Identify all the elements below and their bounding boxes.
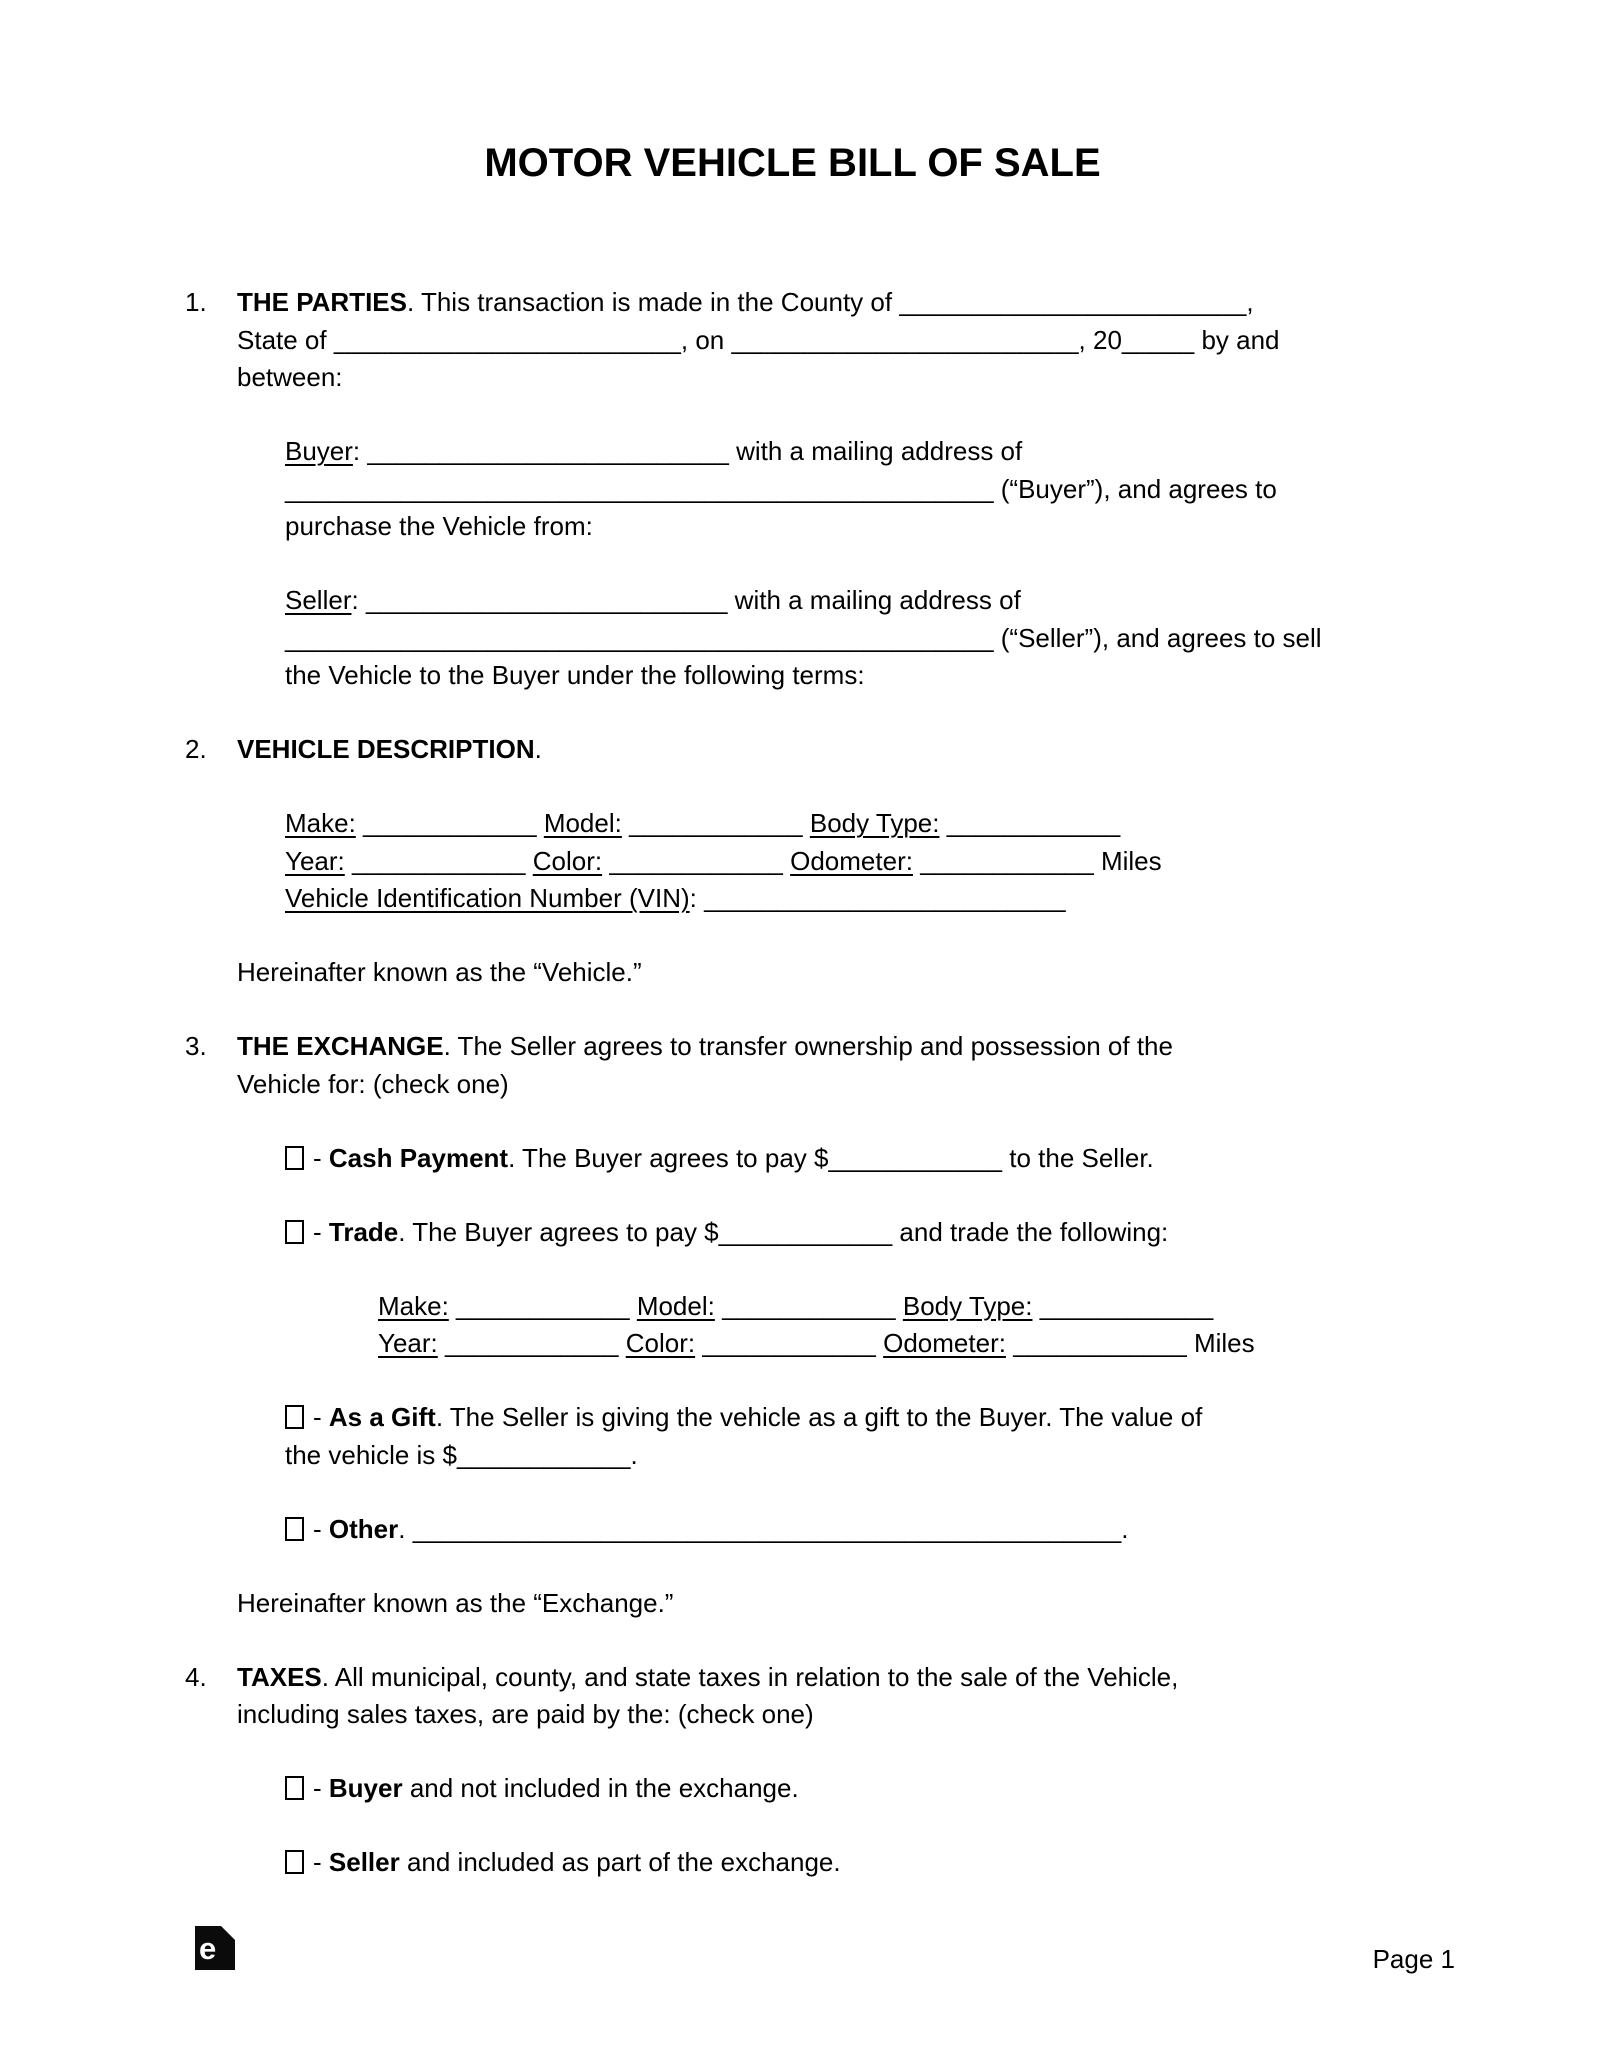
gift-checkbox-line-1 (285, 1399, 1400, 1437)
taxes-buyer-checkbox-box-icon[interactable] (285, 1776, 304, 1800)
text-run: by and (1194, 324, 1280, 355)
text-run (622, 808, 629, 838)
text-run (356, 808, 363, 838)
text-run (537, 808, 544, 838)
blank-field[interactable]: _________________________________________________ (412, 1513, 1122, 1544)
blank-field[interactable]: _________________________ (365, 585, 728, 615)
buyer-paragraph (285, 433, 1400, 546)
seller-paragraph (285, 582, 1400, 695)
text-run: : (351, 585, 366, 615)
blank-field[interactable]: ________________________ (333, 324, 681, 355)
blank-field[interactable]: ____________ (456, 1439, 631, 1470)
section-3-the-exchange-line-1 (237, 1028, 1400, 1066)
section-3-the-exchange-list-number: 3. (185, 1031, 207, 1061)
text-run: : (689, 883, 705, 913)
trade-checkbox (285, 1214, 1400, 1252)
exchange-hereinafter-line-1 (237, 1585, 1400, 1623)
trade-checkbox-line-1 (285, 1214, 1400, 1252)
text-run: . The Buyer agrees to pay $ (398, 1216, 719, 1247)
section-4-taxes (185, 1659, 1400, 1734)
section-1-the-parties-list-number: 1. (185, 287, 207, 317)
text-run: purchase the Vehicle from: (285, 511, 593, 541)
section-4-taxes-line-1 (237, 1659, 1400, 1697)
text-run: (“Seller”), and agrees to sell (993, 622, 1322, 653)
text-run (438, 1328, 445, 1358)
logo-letter: e (199, 1931, 217, 1966)
section-1-the-parties-line-2 (237, 322, 1400, 360)
text-run: - (313, 1773, 329, 1803)
text-run: Odometer: (790, 845, 913, 876)
document-body (185, 284, 1400, 1882)
text-run: Body Type: (902, 1290, 1033, 1321)
section-2-vehicle-description-line-1 (237, 731, 1400, 769)
text-run: . All municipal, county, and state taxes in relation to the sale of the Vehicle, (321, 1661, 1179, 1692)
text-run: Model: (636, 1290, 715, 1321)
text-run (619, 1328, 626, 1358)
text-run (715, 1291, 722, 1321)
text-run: Vehicle Identification Number (VIN) (285, 883, 690, 913)
text-run: to the Seller. (1002, 1142, 1154, 1173)
blank-field[interactable]: ____________ (363, 808, 537, 838)
taxes-buyer-checkbox (285, 1770, 1400, 1808)
text-run: THE PARTIES (237, 287, 407, 317)
text-run: Buyer (328, 1773, 403, 1803)
text-run: VEHICLE DESCRIPTION (237, 734, 535, 764)
text-run: - (313, 1847, 329, 1877)
section-2-vehicle-description (185, 731, 1400, 769)
text-run: Year: (378, 1328, 438, 1358)
blank-field[interactable]: ________________________ (899, 287, 1247, 317)
seller-paragraph-line-1 (285, 582, 1400, 620)
blank-field[interactable]: ____________ (629, 808, 803, 838)
blank-field[interactable]: _________________________________________________ (285, 622, 994, 653)
text-run: Cash Payment (328, 1142, 509, 1173)
text-run: . (1121, 1513, 1129, 1544)
text-run: . The Seller agrees to transfer ownership and possession of the (443, 1031, 1173, 1061)
text-run (896, 1291, 903, 1321)
buyer-paragraph-line-2 (285, 471, 1400, 509)
other-checkbox-box-icon[interactable] (285, 1517, 304, 1541)
buyer-paragraph-line-3 (285, 508, 1400, 546)
cash-payment-checkbox-line-1 (285, 1140, 1400, 1178)
blank-field[interactable]: ____________ (702, 1328, 876, 1358)
trade-vehicle-fields-line-1 (378, 1288, 1400, 1326)
text-run: - (313, 1142, 329, 1173)
text-run: Vehicle for: (check one) (237, 1068, 509, 1099)
text-run: , 20 (1078, 324, 1122, 355)
trade-vehicle-fields-line-2 (378, 1325, 1400, 1363)
text-run: - (313, 1216, 329, 1247)
vehicle-hereinafter (185, 954, 1400, 992)
blank-field[interactable]: ____________ (445, 1328, 619, 1358)
section-1-the-parties-line-3 (237, 359, 1400, 397)
section-4-taxes-line-2 (237, 1696, 1400, 1734)
blank-field[interactable]: ____________ (718, 1216, 893, 1247)
text-run: . The Seller is giving the vehicle as a gift to the Buyer. The value of (435, 1402, 1203, 1432)
section-1-the-parties (185, 284, 1400, 397)
trade-checkbox-box-icon[interactable] (285, 1220, 304, 1244)
text-run: Make: (378, 1290, 449, 1321)
trade-vehicle-fields (378, 1288, 1400, 1363)
text-run: Body Type: (809, 808, 940, 838)
text-run: with a mailing address of (728, 436, 1023, 466)
exchange-hereinafter (185, 1585, 1400, 1623)
text-run: Model: (543, 808, 622, 838)
other-checkbox (285, 1511, 1400, 1549)
text-run: - (313, 1513, 329, 1544)
seller-paragraph-line-3 (285, 657, 1400, 695)
cash-payment-checkbox-box-icon[interactable] (285, 1146, 304, 1170)
text-run (939, 808, 946, 838)
gift-checkbox (285, 1399, 1400, 1474)
text-run: . (398, 1513, 413, 1544)
text-run: and trade the following: (892, 1216, 1169, 1247)
eforms-logo (195, 1926, 235, 1970)
text-run (1032, 1291, 1039, 1321)
taxes-seller-checkbox-box-icon[interactable] (285, 1850, 304, 1874)
blank-field[interactable]: _____ (1121, 324, 1195, 355)
text-run: : (352, 436, 368, 466)
blank-field[interactable]: _________________________ (704, 883, 1066, 913)
text-run: As a Gift (328, 1402, 436, 1432)
text-run: , on (680, 324, 732, 355)
text-run: Seller (285, 585, 352, 615)
taxes-seller-checkbox (285, 1844, 1400, 1882)
text-run: . The Buyer agrees to pay $ (508, 1142, 829, 1173)
text-run: THE EXCHANGE (237, 1031, 444, 1061)
text-run: Hereinafter known as the “Exchange.” (237, 1587, 674, 1618)
text-run: . (630, 1439, 638, 1470)
vehicle-description-fields-line-1 (285, 805, 1400, 843)
text-run: Odometer: (883, 1328, 1006, 1358)
section-3-the-exchange-line-2 (237, 1066, 1400, 1104)
vehicle-description-fields-line-2 (285, 843, 1400, 881)
text-run: Seller (328, 1847, 400, 1877)
blank-field[interactable]: ____________ (352, 845, 526, 876)
text-run: Trade (328, 1216, 399, 1247)
text-run: Make: (285, 808, 356, 838)
text-run: Hereinafter known as the “Vehicle.” (237, 957, 642, 987)
blank-field[interactable]: ____________ (828, 1142, 1002, 1173)
cash-payment-checkbox (285, 1140, 1400, 1178)
text-run (449, 1291, 456, 1321)
vehicle-description-fields (285, 805, 1400, 918)
text-run: . (534, 734, 542, 764)
text-run: with a mailing address of (727, 585, 1021, 615)
blank-field[interactable]: _________________________________________________ (285, 473, 994, 504)
vehicle-hereinafter-line-1 (237, 954, 1400, 992)
section-1-the-parties-line-1 (237, 284, 1400, 322)
text-run: Miles (1186, 1328, 1255, 1358)
blank-field[interactable]: _________________________ (367, 436, 729, 466)
section-3-the-exchange (185, 1028, 1400, 1103)
text-run (803, 808, 810, 838)
blank-field[interactable]: ____________ (609, 845, 783, 876)
text-run: - (313, 1402, 329, 1432)
text-run: Miles (1093, 845, 1162, 876)
blank-field[interactable]: ____________ (920, 845, 1094, 876)
blank-field[interactable]: ____________ (456, 1290, 630, 1321)
text-run (630, 1291, 637, 1321)
gift-checkbox-line-2 (285, 1437, 1400, 1475)
text-run: Color: (625, 1328, 696, 1358)
section-2-vehicle-description-list-number: 2. (185, 734, 207, 764)
text-run: (“Buyer”), and agrees to (993, 473, 1277, 504)
text-run: Other (328, 1513, 399, 1544)
blank-field[interactable]: ____________ (1039, 1290, 1214, 1321)
text-run: and included as part of the exchange. (399, 1847, 841, 1877)
text-run: , (1246, 287, 1254, 317)
buyer-paragraph-line-1 (285, 433, 1400, 471)
text-run: and not included in the exchange. (402, 1773, 799, 1803)
text-run: Year: (285, 845, 345, 876)
blank-field[interactable]: ____________ (722, 1290, 896, 1321)
text-run: including sales taxes, are paid by the: (check one) (237, 1699, 814, 1729)
taxes-seller-checkbox-line-1 (285, 1844, 1400, 1882)
text-run: TAXES (237, 1661, 322, 1692)
text-run: . This transaction is made in the County of (406, 287, 900, 317)
text-run: the vehicle is $ (285, 1439, 457, 1470)
gift-checkbox-box-icon[interactable] (285, 1405, 304, 1429)
page-footer (195, 1926, 1455, 1974)
text-run: between: (237, 362, 343, 392)
blank-field[interactable]: ____________ (946, 808, 1121, 838)
blank-field[interactable]: ____________ (1013, 1328, 1187, 1358)
seller-paragraph-line-2 (285, 620, 1400, 658)
vehicle-description-fields-line-3 (285, 880, 1400, 918)
taxes-buyer-checkbox-line-1 (285, 1770, 1400, 1808)
text-run: Color: (532, 845, 603, 876)
text-run: Buyer (285, 436, 353, 466)
other-checkbox-line-1 (285, 1511, 1400, 1549)
page-number: Page 1 (1372, 1944, 1455, 1974)
text-run (345, 846, 352, 876)
text-run (526, 846, 533, 876)
document-title: MOTOR VEHICLE BILL OF SALE (484, 141, 1101, 185)
text-run: the Vehicle to the Buyer under the following terms: (285, 660, 865, 690)
text-run: State of (237, 324, 334, 355)
blank-field[interactable]: ________________________ (731, 324, 1079, 355)
section-4-taxes-list-number: 4. (185, 1661, 207, 1692)
